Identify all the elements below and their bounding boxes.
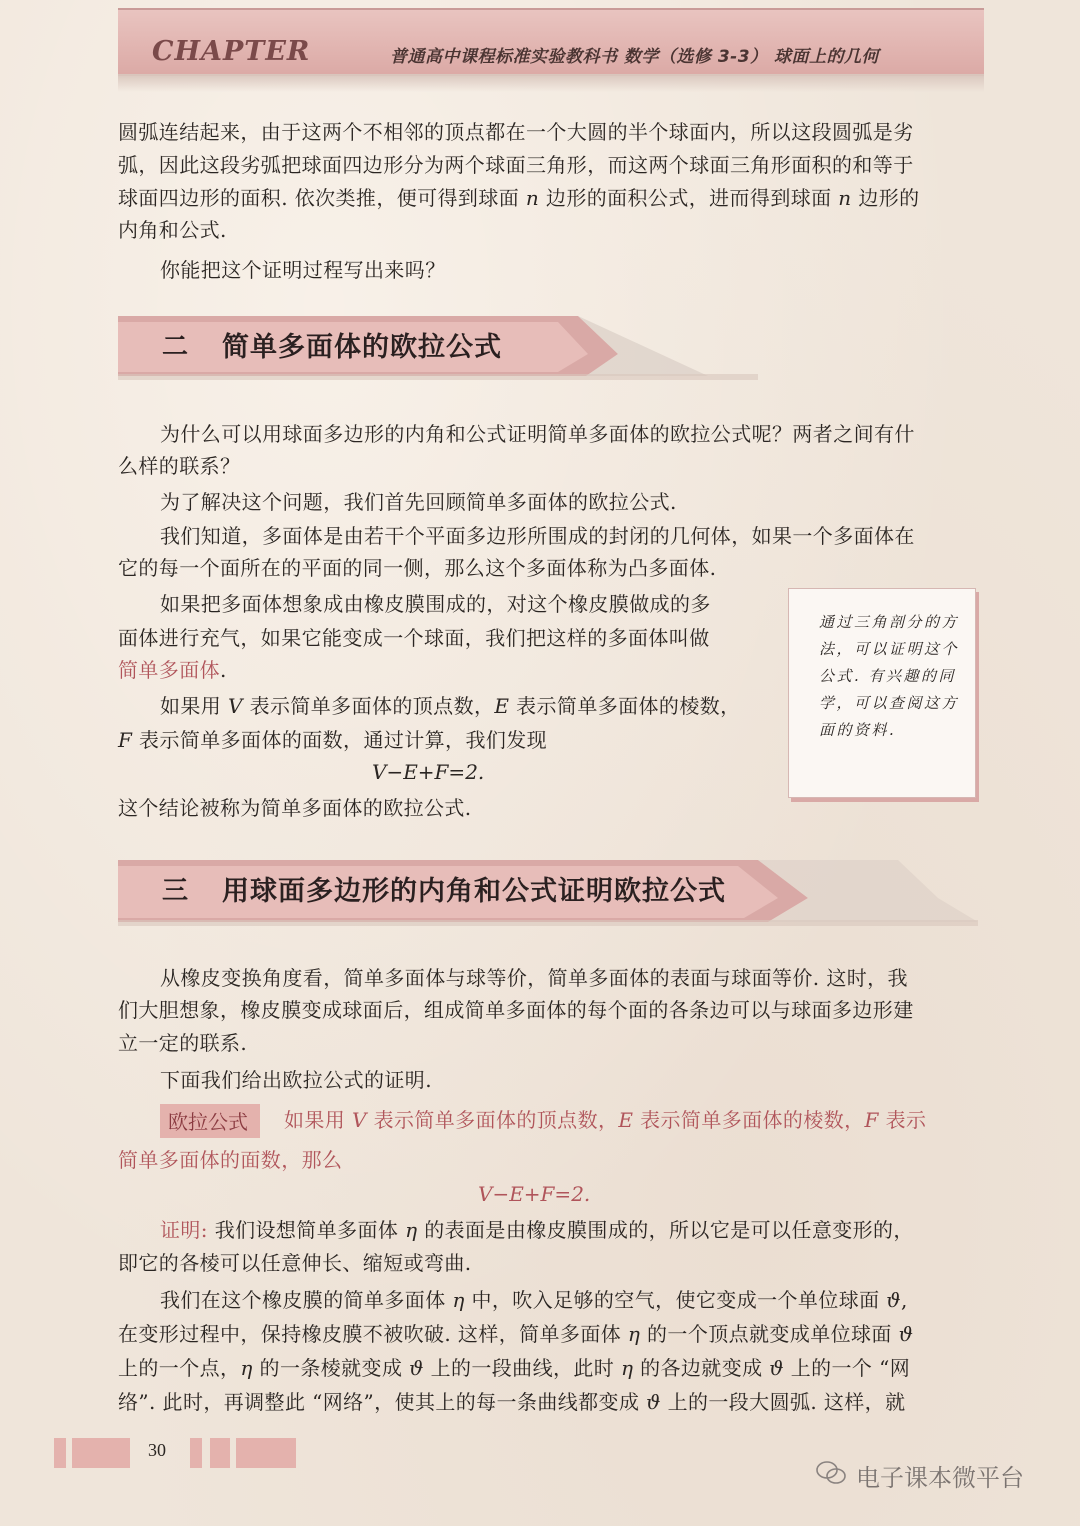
footer-block (236, 1438, 296, 1468)
book-title: 普通高中课程标准实验教科书 数学（选修 3-3） 球面上的几何 (390, 47, 879, 67)
section-2-number: 二 (162, 332, 189, 362)
footer-block (210, 1438, 230, 1468)
s3-line-1: 从橡皮变换角度看，简单多面体与球等价，简单多面体的表面与球面等价. 这时，我 (160, 966, 908, 990)
intro-line-2: 弧，因此这段劣弧把球面四边形分为两个球面三角形，而这两个球面三角形面积的和等于 (118, 153, 914, 177)
proof-label: 证明: (160, 1218, 208, 1242)
intro-question: 你能把这个证明过程写出来吗？ (160, 258, 446, 282)
s3-line-2: 们大胆想象，橡皮膜变成球面后，组成简单多面体的每个面的各条边可以与球面多边形建 (118, 998, 914, 1022)
section-2-banner (118, 314, 758, 374)
s2-line-6: 如果把多面体想象成由橡皮膜围成的，对这个橡皮膜做成的多 (160, 592, 711, 616)
proof-line-3: 我们在这个橡皮膜的简单多面体 η 中，吹入足够的空气，使它变成一个单位球面 ϑ, (160, 1288, 908, 1312)
header-shadow (118, 74, 984, 92)
s3-line-3: 立一定的联系. (118, 1031, 248, 1055)
intro-line-4: 内角和公式. (118, 218, 227, 242)
s2-line-3: 为了解决这个问题，我们首先回顾简单多面体的欧拉公式. (160, 490, 677, 514)
section-3-banner (118, 858, 978, 918)
proof-line-5: 上的一个点，η 的一条棱就变成 ϑ 上的一段曲线，此时 η 的各边就变成 ϑ 上的一个 “网 (118, 1356, 911, 1380)
euler-formula-2: V−E+F=2. (478, 1182, 591, 1206)
intro-line-1: 圆弧连结起来，由于这两个不相邻的顶点都在一个大圆的半个球面内，所以这段圆弧是劣 (118, 120, 914, 144)
intro-line-3: 球面四边形的面积. 依次类推，便可得到球面 n 边形的面积公式，进而得到球面 n 边形的 (118, 186, 920, 210)
s2-line-5: 它的每一个面所在的平面的同一侧，那么这个多面体称为凸多面体. (118, 556, 717, 580)
proof-line-4: 在变形过程中，保持橡皮膜不被吹破. 这样，简单多面体 η 的一个顶点就变成单位球面 ϑ (118, 1322, 914, 1346)
page-number: 30 (148, 1440, 166, 1460)
s2-line-9: 如果用 V 表示简单多面体的顶点数，E 表示简单多面体的棱数， (160, 694, 741, 718)
s2-line-11: 这个结论被称为简单多面体的欧拉公式. (118, 796, 472, 820)
s3-line-4: 下面我们给出欧拉公式的证明. (160, 1068, 432, 1092)
theorem-line-2: 简单多面体的面数，那么 (118, 1148, 343, 1172)
footer-block (54, 1438, 66, 1468)
footer-block (190, 1438, 202, 1468)
footer-block (72, 1438, 130, 1468)
s2-line-1: 为什么可以用球面多边形的内角和公式证明简单多面体的欧拉公式呢？两者之间有什 (160, 422, 915, 446)
theorem-line-1: 如果用 V 表示简单多面体的顶点数，E 表示简单多面体的棱数，F 表示 (284, 1108, 927, 1132)
euler-formula-1: V−E+F=2. (372, 760, 485, 784)
proof-line-6: 络”. 此时，再调整此 “网络”，使其上的每一条曲线都变成 ϑ 上的一段大圆弧. 这样，就 (118, 1390, 906, 1414)
term-simple-polyhedron: 简单多面体 (118, 658, 220, 682)
section-3-number: 三 (162, 876, 189, 906)
side-note-box (788, 588, 976, 798)
theorem-label: 欧拉公式 (168, 1110, 248, 1134)
s2-line-7: 面体进行充气，如果它能变成一个球面，我们把这样的多面体叫做 (118, 626, 710, 650)
section-2-title: 简单多面体的欧拉公式 (222, 332, 502, 363)
proof-line-2: 即它的各棱可以任意伸长、缩短或弯曲. (118, 1251, 472, 1275)
s2-line-4: 我们知道，多面体是由若干个平面多边形所围成的封闭的几何体，如果一个多面体在 (160, 524, 915, 548)
wechat-icon (816, 1460, 846, 1486)
s2-line-10: F 表示简单多面体的面数，通过计算，我们发现 (118, 728, 548, 752)
s2-line-8: 简单多面体. (118, 658, 227, 682)
s2-line-2: 么样的联系？ (118, 454, 241, 478)
chapter-label: CHAPTER (152, 36, 311, 67)
theorem-label-tag (160, 1104, 260, 1138)
proof-line-1: 证明: 我们设想简单多面体 η 的表面是由橡皮膜围成的，所以它是可以任意变形的， (160, 1218, 914, 1242)
watermark-text: 电子课本微平台 (856, 1464, 1024, 1492)
section-3-title: 用球面多边形的内角和公式证明欧拉公式 (222, 876, 726, 907)
side-note-text: 通过三角剖分的方法，可以证明这个公式. 有兴趣的同学，可以查阅这方面的资料. (819, 613, 960, 739)
